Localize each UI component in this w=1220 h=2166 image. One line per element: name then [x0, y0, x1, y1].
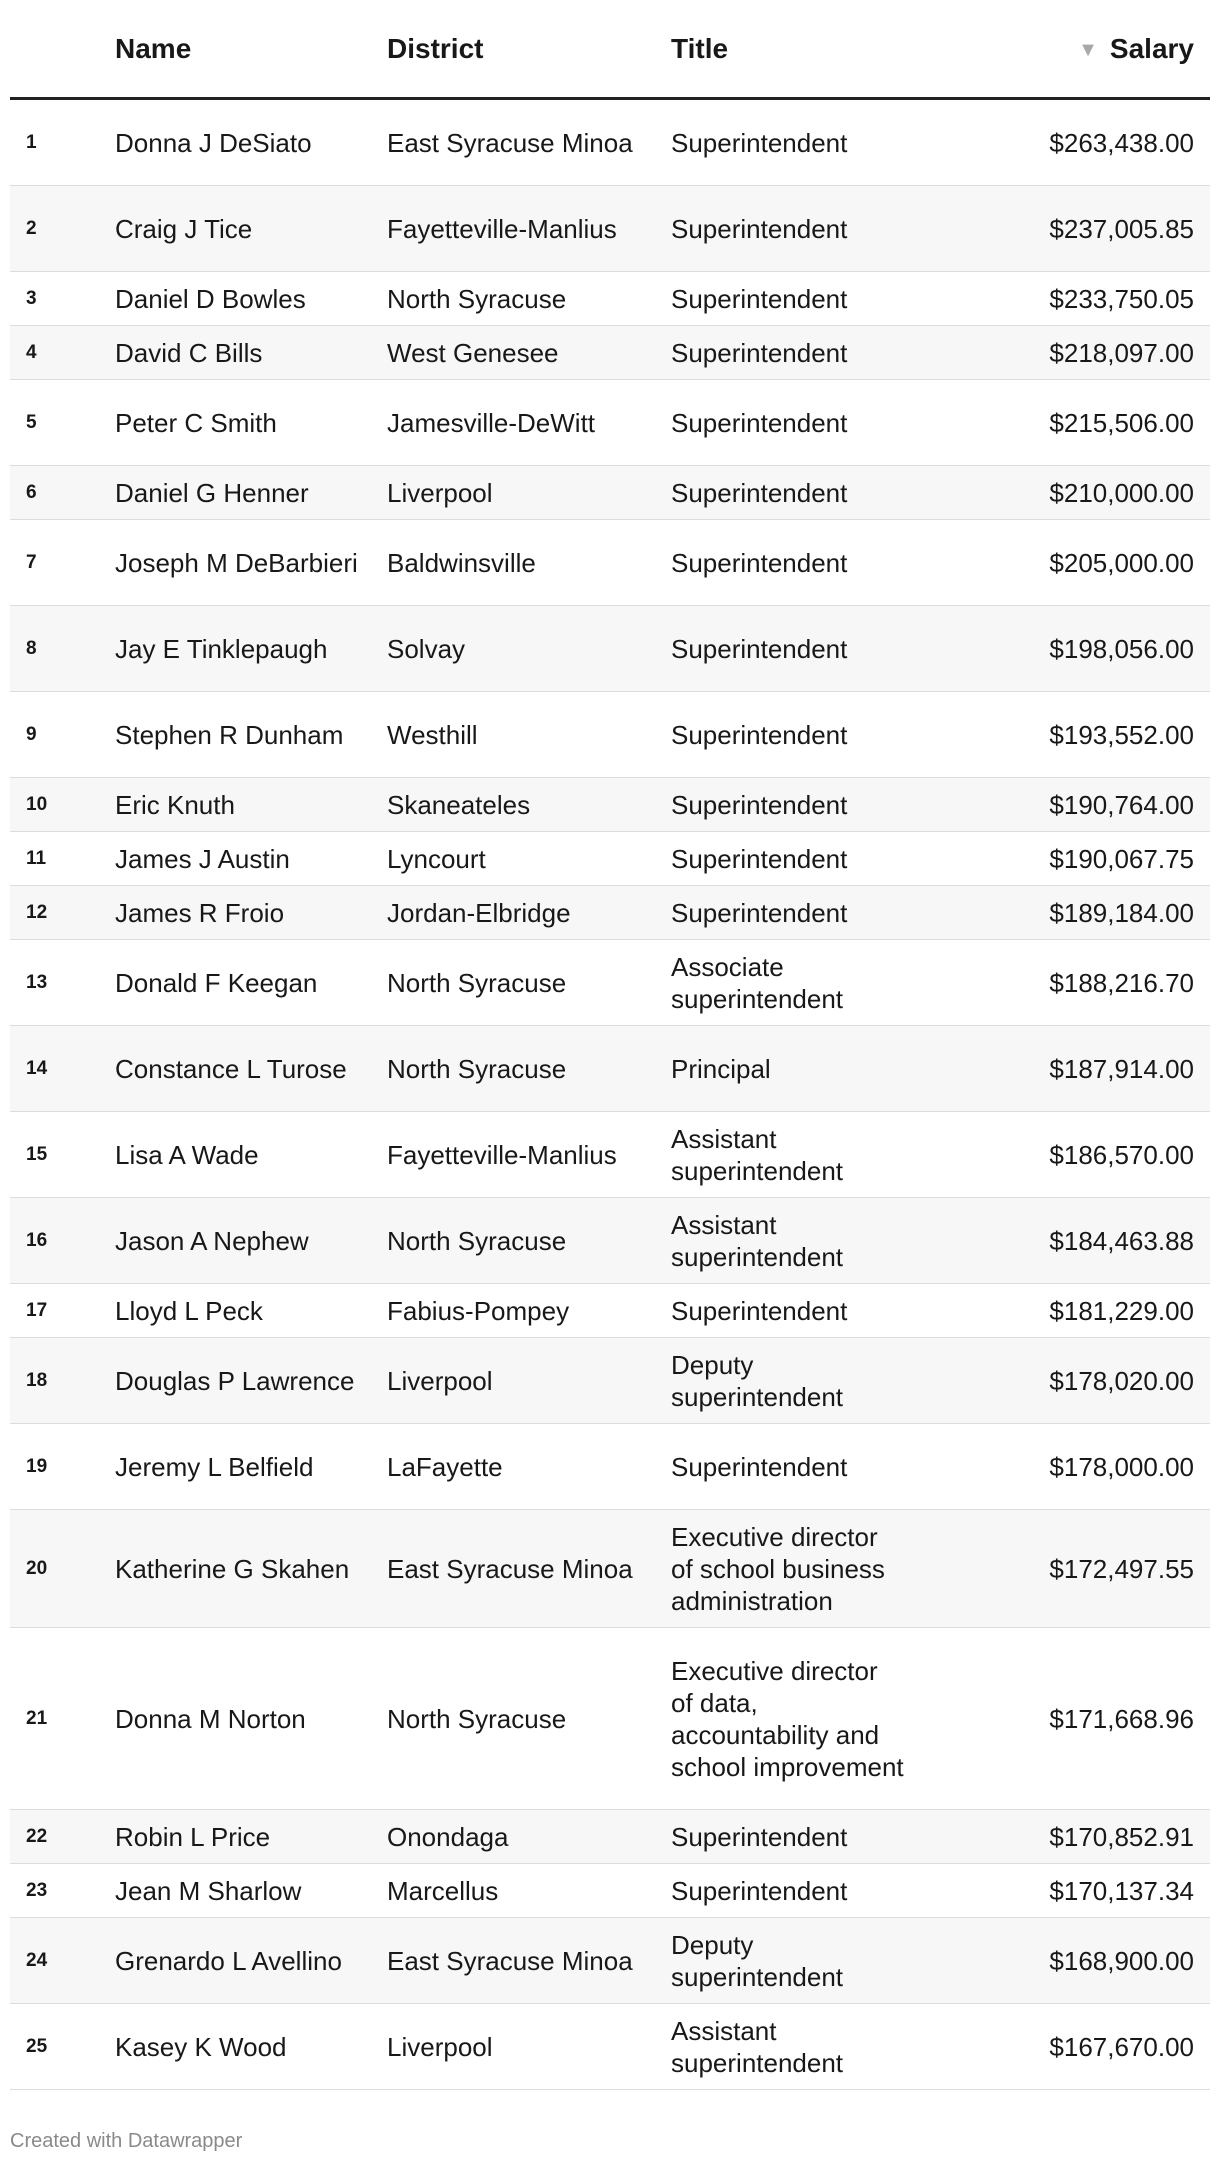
cell-salary: $193,552.00: [933, 692, 1210, 778]
cell-title: Superintendent: [671, 1424, 933, 1510]
header-row: [10, 0, 1210, 99]
cell-rank: 22: [10, 1810, 115, 1864]
cell-district: Fayetteville-Manlius: [387, 186, 671, 272]
table-body: [10, 99, 1210, 2090]
table-row: [10, 326, 1210, 380]
table-row: [10, 380, 1210, 466]
cell-salary: $263,438.00: [933, 99, 1210, 186]
column-header-rank[interactable]: [10, 0, 115, 99]
cell-district: Fayetteville-Manlius: [387, 1112, 671, 1198]
cell-name: Donna M Norton: [115, 1628, 387, 1810]
cell-rank: 15: [10, 1112, 115, 1198]
cell-name: Stephen R Dunham: [115, 692, 387, 778]
cell-title: Executive director of school business administration: [671, 1510, 933, 1628]
cell-salary: $190,067.75: [933, 832, 1210, 886]
table-row: [10, 1338, 1210, 1424]
cell-title: Superintendent: [671, 1810, 933, 1864]
cell-title: Superintendent: [671, 186, 933, 272]
cell-rank: 4: [10, 326, 115, 380]
cell-name: David C Bills: [115, 326, 387, 380]
cell-salary: $205,000.00: [933, 520, 1210, 606]
cell-district: LaFayette: [387, 1424, 671, 1510]
table-header: [10, 0, 1210, 99]
table-row: [10, 778, 1210, 832]
cell-salary: $210,000.00: [933, 466, 1210, 520]
cell-title: Superintendent: [671, 1284, 933, 1338]
cell-rank: 12: [10, 886, 115, 940]
cell-title: Assistant superintendent: [671, 2004, 933, 2090]
cell-rank: 14: [10, 1026, 115, 1112]
cell-salary: $171,668.96: [933, 1628, 1210, 1810]
cell-title: Superintendent: [671, 832, 933, 886]
cell-name: James R Froio: [115, 886, 387, 940]
cell-rank: 5: [10, 380, 115, 466]
cell-title: Principal: [671, 1026, 933, 1112]
table-row: [10, 520, 1210, 606]
cell-district: East Syracuse Minoa: [387, 1918, 671, 2004]
cell-rank: 23: [10, 1864, 115, 1918]
table-row: [10, 606, 1210, 692]
salary-table: [10, 0, 1210, 2090]
cell-district: Fabius-Pompey: [387, 1284, 671, 1338]
cell-rank: 21: [10, 1628, 115, 1810]
cell-salary: $189,184.00: [933, 886, 1210, 940]
cell-district: Liverpool: [387, 2004, 671, 2090]
cell-district: East Syracuse Minoa: [387, 1510, 671, 1628]
cell-title: Superintendent: [671, 326, 933, 380]
cell-title: Superintendent: [671, 520, 933, 606]
table-row: [10, 1510, 1210, 1628]
column-header-district[interactable]: [387, 0, 671, 99]
cell-name: Lloyd L Peck: [115, 1284, 387, 1338]
cell-rank: 8: [10, 606, 115, 692]
cell-title: Deputy superintendent: [671, 1338, 933, 1424]
cell-rank: 19: [10, 1424, 115, 1510]
column-header-title-label: Title: [671, 32, 729, 64]
cell-name: Eric Knuth: [115, 778, 387, 832]
cell-name: Katherine G Skahen: [115, 1510, 387, 1628]
cell-title: Superintendent: [671, 99, 933, 186]
cell-name: Peter C Smith: [115, 380, 387, 466]
cell-title: Superintendent: [671, 606, 933, 692]
cell-title: Superintendent: [671, 466, 933, 520]
cell-salary: $198,056.00: [933, 606, 1210, 692]
table-row: [10, 1918, 1210, 2004]
cell-salary: $170,852.91: [933, 1810, 1210, 1864]
cell-title: Superintendent: [671, 692, 933, 778]
column-header-district-label: District: [387, 32, 484, 64]
cell-rank: 6: [10, 466, 115, 520]
cell-name: Jeremy L Belfield: [115, 1424, 387, 1510]
cell-name: Robin L Price: [115, 1810, 387, 1864]
cell-salary: $186,570.00: [933, 1112, 1210, 1198]
cell-salary: $181,229.00: [933, 1284, 1210, 1338]
cell-rank: 1: [10, 99, 115, 186]
cell-district: Lyncourt: [387, 832, 671, 886]
cell-title: Executive director of data, accountability and school improvement: [671, 1628, 933, 1810]
cell-title: Superintendent: [671, 1864, 933, 1918]
cell-district: Solvay: [387, 606, 671, 692]
table-row: [10, 1810, 1210, 1864]
cell-name: James J Austin: [115, 832, 387, 886]
table-row: [10, 2004, 1210, 2090]
cell-name: Joseph M DeBarbieri: [115, 520, 387, 606]
cell-name: Jason A Nephew: [115, 1198, 387, 1284]
column-header-title[interactable]: [671, 0, 933, 99]
table-row: [10, 1284, 1210, 1338]
cell-name: Donald F Keegan: [115, 940, 387, 1026]
table-row: [10, 272, 1210, 326]
column-header-salary-label: Salary: [1109, 32, 1194, 64]
cell-district: Liverpool: [387, 1338, 671, 1424]
cell-title: Deputy superintendent: [671, 1918, 933, 2004]
cell-district: Westhill: [387, 692, 671, 778]
cell-title: Assistant superintendent: [671, 1112, 933, 1198]
cell-salary: $178,020.00: [933, 1338, 1210, 1424]
cell-rank: 18: [10, 1338, 115, 1424]
table-row: [10, 1112, 1210, 1198]
cell-rank: 24: [10, 1918, 115, 2004]
cell-salary: $168,900.00: [933, 1918, 1210, 2004]
datawrapper-credit[interactable]: Created with Datawrapper: [10, 2130, 243, 2152]
cell-name: Daniel G Henner: [115, 466, 387, 520]
cell-name: Douglas P Lawrence: [115, 1338, 387, 1424]
cell-district: North Syracuse: [387, 1026, 671, 1112]
cell-name: Daniel D Bowles: [115, 272, 387, 326]
table-row: [10, 1026, 1210, 1112]
cell-name: Kasey K Wood: [115, 2004, 387, 2090]
cell-name: Jean M Sharlow: [115, 1864, 387, 1918]
cell-salary: $233,750.05: [933, 272, 1210, 326]
table-row: [10, 1198, 1210, 1284]
cell-district: Jamesville-DeWitt: [387, 380, 671, 466]
table-row: [10, 832, 1210, 886]
table-row: [10, 886, 1210, 940]
cell-salary: $188,216.70: [933, 940, 1210, 1026]
cell-salary: $237,005.85: [933, 186, 1210, 272]
cell-district: North Syracuse: [387, 272, 671, 326]
cell-rank: 3: [10, 272, 115, 326]
cell-name: Grenardo L Avellino: [115, 1918, 387, 2004]
cell-title: Associate superintendent: [671, 940, 933, 1026]
cell-rank: 2: [10, 186, 115, 272]
cell-salary: $167,670.00: [933, 2004, 1210, 2090]
column-header-salary[interactable]: [933, 0, 1210, 99]
table-row: [10, 1628, 1210, 1810]
cell-district: Liverpool: [387, 466, 671, 520]
cell-district: Onondaga: [387, 1810, 671, 1864]
table-row: [10, 99, 1210, 186]
cell-district: North Syracuse: [387, 940, 671, 1026]
cell-district: North Syracuse: [387, 1628, 671, 1810]
cell-rank: 20: [10, 1510, 115, 1628]
table-row: [10, 692, 1210, 778]
cell-title: Assistant superintendent: [671, 1198, 933, 1284]
cell-title: Superintendent: [671, 380, 933, 466]
cell-rank: 10: [10, 778, 115, 832]
cell-name: Constance L Turose: [115, 1026, 387, 1112]
cell-district: Baldwinsville: [387, 520, 671, 606]
cell-name: Donna J DeSiato: [115, 99, 387, 186]
cell-district: Skaneateles: [387, 778, 671, 832]
cell-rank: 7: [10, 520, 115, 606]
cell-rank: 9: [10, 692, 115, 778]
column-header-name-label: Name: [115, 32, 192, 64]
cell-salary: $187,914.00: [933, 1026, 1210, 1112]
cell-salary: $170,137.34: [933, 1864, 1210, 1918]
cell-title: Superintendent: [671, 886, 933, 940]
cell-rank: 17: [10, 1284, 115, 1338]
cell-district: West Genesee: [387, 326, 671, 380]
cell-salary: $190,764.00: [933, 778, 1210, 832]
cell-rank: 11: [10, 832, 115, 886]
cell-rank: 16: [10, 1198, 115, 1284]
cell-district: North Syracuse: [387, 1198, 671, 1284]
sort-descending-icon: ▼: [1078, 38, 1098, 61]
salary-table-container: [10, 0, 1210, 2090]
cell-district: Marcellus: [387, 1864, 671, 1918]
cell-title: Superintendent: [671, 272, 933, 326]
table-row: [10, 940, 1210, 1026]
cell-salary: $215,506.00: [933, 380, 1210, 466]
cell-name: Craig J Tice: [115, 186, 387, 272]
cell-salary: $184,463.88: [933, 1198, 1210, 1284]
cell-name: Jay E Tinklepaugh: [115, 606, 387, 692]
column-header-name[interactable]: [115, 0, 387, 99]
table-row: [10, 1424, 1210, 1510]
cell-rank: 25: [10, 2004, 115, 2090]
cell-salary: $172,497.55: [933, 1510, 1210, 1628]
cell-district: East Syracuse Minoa: [387, 99, 671, 186]
table-row: [10, 186, 1210, 272]
cell-salary: $218,097.00: [933, 326, 1210, 380]
table-row: [10, 466, 1210, 520]
cell-rank: 13: [10, 940, 115, 1026]
cell-district: Jordan-Elbridge: [387, 886, 671, 940]
cell-salary: $178,000.00: [933, 1424, 1210, 1510]
table-row: [10, 1864, 1210, 1918]
cell-name: Lisa A Wade: [115, 1112, 387, 1198]
cell-title: Superintendent: [671, 778, 933, 832]
